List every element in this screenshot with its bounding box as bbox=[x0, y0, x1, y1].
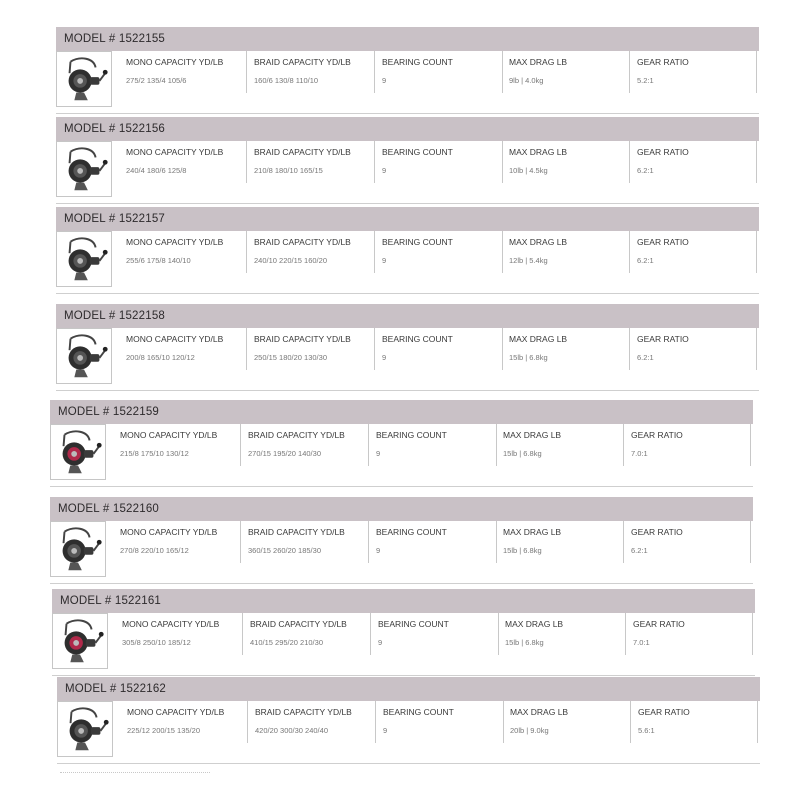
mono-capacity-label: MONO CAPACITY YD/LB bbox=[120, 527, 218, 537]
spinning-reel-icon bbox=[57, 232, 111, 286]
mono-capacity-cell bbox=[120, 424, 241, 466]
mono-capacity-label: MONO CAPACITY YD/LB bbox=[126, 237, 224, 247]
gear-ratio-label: GEAR RATIO bbox=[631, 430, 683, 440]
gear-ratio-value: 7.0:1 bbox=[631, 449, 648, 458]
bearing-count-value: 9 bbox=[376, 546, 381, 555]
bearing-count-label: BEARING COUNT bbox=[383, 707, 454, 717]
braid-capacity-label: BRAID CAPACITY YD/LB bbox=[254, 57, 351, 67]
gear-ratio-label: GEAR RATIO bbox=[631, 527, 683, 537]
model-block bbox=[57, 677, 760, 764]
braid-capacity-value: 250/15 180/20 130/30 bbox=[254, 353, 327, 362]
max-drag-cell bbox=[509, 231, 630, 273]
gear-ratio-cell bbox=[637, 328, 757, 370]
model-block bbox=[50, 400, 753, 487]
gear-ratio-value: 7.0:1 bbox=[633, 638, 650, 647]
mono-capacity-label: MONO CAPACITY YD/LB bbox=[126, 334, 224, 344]
mono-capacity-value: 215/8 175/10 130/12 bbox=[120, 449, 189, 458]
bearing-count-value: 9 bbox=[382, 256, 387, 265]
max-drag-cell bbox=[509, 141, 630, 183]
max-drag-value: 20lb | 9.0kg bbox=[510, 726, 549, 735]
mono-capacity-value: 275/2 135/4 105/6 bbox=[126, 76, 187, 85]
bearing-count-value: 9 bbox=[382, 76, 387, 85]
model-block bbox=[56, 207, 759, 294]
spec-row bbox=[56, 51, 759, 114]
bearing-count-label: BEARING COUNT bbox=[382, 334, 453, 344]
max-drag-cell bbox=[509, 51, 630, 93]
braid-capacity-cell bbox=[248, 521, 369, 563]
max-drag-value: 15lb | 6.8kg bbox=[503, 546, 542, 555]
model-block bbox=[50, 497, 753, 584]
gear-ratio-cell bbox=[631, 521, 751, 563]
gear-ratio-label: GEAR RATIO bbox=[633, 619, 685, 629]
max-drag-value: 15lb | 6.8kg bbox=[505, 638, 544, 647]
max-drag-value: 15lb | 6.8kg bbox=[509, 353, 548, 362]
gear-ratio-value: 6.2:1 bbox=[637, 256, 654, 265]
spinning-reel-icon bbox=[57, 52, 111, 106]
reel-thumbnail[interactable] bbox=[52, 613, 108, 669]
mono-capacity-cell bbox=[122, 613, 243, 655]
spinning-reel-icon bbox=[53, 614, 107, 668]
bearing-count-cell bbox=[383, 701, 504, 743]
bearing-count-value: 9 bbox=[382, 353, 387, 362]
mono-capacity-label: MONO CAPACITY YD/LB bbox=[120, 430, 218, 440]
model-header: MODEL # 1522160 bbox=[50, 497, 753, 521]
braid-capacity-label: BRAID CAPACITY YD/LB bbox=[255, 707, 352, 717]
gear-ratio-label: GEAR RATIO bbox=[637, 147, 689, 157]
bearing-count-cell bbox=[382, 231, 503, 273]
gear-ratio-label: GEAR RATIO bbox=[637, 334, 689, 344]
gear-ratio-label: GEAR RATIO bbox=[637, 57, 689, 67]
model-header: MODEL # 1522155 bbox=[56, 27, 759, 51]
max-drag-cell bbox=[503, 424, 624, 466]
max-drag-label: MAX DRAG LB bbox=[509, 334, 568, 344]
mono-capacity-value: 270/8 220/10 165/12 bbox=[120, 546, 189, 555]
mono-capacity-cell bbox=[120, 521, 241, 563]
mono-capacity-value: 200/8 165/10 120/12 bbox=[126, 353, 195, 362]
mono-capacity-cell bbox=[126, 51, 247, 93]
bearing-count-label: BEARING COUNT bbox=[378, 619, 449, 629]
spinning-reel-icon bbox=[51, 522, 105, 576]
braid-capacity-value: 420/20 300/30 240/40 bbox=[255, 726, 328, 735]
spec-row bbox=[52, 613, 755, 676]
braid-capacity-cell bbox=[254, 51, 375, 93]
reel-thumbnail[interactable] bbox=[56, 141, 112, 197]
braid-capacity-value: 270/15 195/20 140/30 bbox=[248, 449, 321, 458]
model-header: MODEL # 1522158 bbox=[56, 304, 759, 328]
gear-ratio-cell bbox=[637, 51, 757, 93]
model-block bbox=[52, 589, 755, 676]
mono-capacity-label: MONO CAPACITY YD/LB bbox=[122, 619, 220, 629]
gear-ratio-value: 6.2:1 bbox=[631, 546, 648, 555]
bearing-count-label: BEARING COUNT bbox=[376, 430, 447, 440]
spinning-reel-icon bbox=[57, 329, 111, 383]
bearing-count-label: BEARING COUNT bbox=[382, 237, 453, 247]
model-header: MODEL # 1522162 bbox=[57, 677, 760, 701]
braid-capacity-label: BRAID CAPACITY YD/LB bbox=[254, 237, 351, 247]
gear-ratio-value: 5.2:1 bbox=[637, 76, 654, 85]
max-drag-value: 9lb | 4.0kg bbox=[509, 76, 544, 85]
braid-capacity-cell bbox=[254, 231, 375, 273]
bearing-count-cell bbox=[382, 141, 503, 183]
mono-capacity-label: MONO CAPACITY YD/LB bbox=[126, 57, 224, 67]
mono-capacity-value: 225/12 200/15 135/20 bbox=[127, 726, 200, 735]
bearing-count-cell bbox=[376, 521, 497, 563]
bearing-count-value: 9 bbox=[382, 166, 387, 175]
spec-row bbox=[56, 328, 759, 391]
gear-ratio-value: 6.2:1 bbox=[637, 353, 654, 362]
max-drag-label: MAX DRAG LB bbox=[505, 619, 564, 629]
mono-capacity-label: MONO CAPACITY YD/LB bbox=[126, 147, 224, 157]
gear-ratio-cell bbox=[637, 141, 757, 183]
reel-thumbnail[interactable] bbox=[57, 701, 113, 757]
braid-capacity-value: 360/15 260/20 185/30 bbox=[248, 546, 321, 555]
gear-ratio-cell bbox=[631, 424, 751, 466]
spec-row bbox=[50, 521, 753, 584]
braid-capacity-label: BRAID CAPACITY YD/LB bbox=[248, 430, 345, 440]
mono-capacity-value: 305/8 250/10 185/12 bbox=[122, 638, 191, 647]
model-block bbox=[56, 117, 759, 204]
reel-thumbnail[interactable] bbox=[56, 51, 112, 107]
bearing-count-cell bbox=[382, 51, 503, 93]
braid-capacity-value: 240/10 220/15 160/20 bbox=[254, 256, 327, 265]
spec-row bbox=[57, 701, 760, 764]
bearing-count-value: 9 bbox=[383, 726, 388, 735]
gear-ratio-value: 6.2:1 bbox=[637, 166, 654, 175]
braid-capacity-cell bbox=[254, 141, 375, 183]
spec-row bbox=[56, 231, 759, 294]
reel-thumbnail[interactable] bbox=[56, 328, 112, 384]
mono-capacity-cell bbox=[126, 141, 247, 183]
mono-capacity-cell bbox=[126, 231, 247, 273]
reel-thumbnail[interactable] bbox=[50, 424, 106, 480]
braid-capacity-value: 410/15 295/20 210/30 bbox=[250, 638, 323, 647]
bearing-count-value: 9 bbox=[376, 449, 381, 458]
gear-ratio-value: 5.6:1 bbox=[638, 726, 655, 735]
braid-capacity-cell bbox=[255, 701, 376, 743]
braid-capacity-cell bbox=[248, 424, 369, 466]
mono-capacity-cell bbox=[127, 701, 248, 743]
mono-capacity-value: 255/6 175/8 140/10 bbox=[126, 256, 191, 265]
max-drag-cell bbox=[509, 328, 630, 370]
mono-capacity-cell bbox=[126, 328, 247, 370]
model-header: MODEL # 1522161 bbox=[52, 589, 755, 613]
reel-thumbnail[interactable] bbox=[50, 521, 106, 577]
gear-ratio-cell bbox=[633, 613, 753, 655]
max-drag-label: MAX DRAG LB bbox=[509, 57, 568, 67]
max-drag-label: MAX DRAG LB bbox=[503, 527, 562, 537]
model-block bbox=[56, 27, 759, 114]
braid-capacity-cell bbox=[250, 613, 371, 655]
spinning-reel-icon bbox=[58, 702, 112, 756]
spinning-reel-icon bbox=[51, 425, 105, 479]
braid-capacity-label: BRAID CAPACITY YD/LB bbox=[248, 527, 345, 537]
max-drag-cell bbox=[505, 613, 626, 655]
braid-capacity-value: 160/6 130/8 110/10 bbox=[254, 76, 319, 85]
max-drag-value: 12lb | 5.4kg bbox=[509, 256, 548, 265]
gear-ratio-label: GEAR RATIO bbox=[638, 707, 690, 717]
braid-capacity-value: 210/8 180/10 165/15 bbox=[254, 166, 323, 175]
braid-capacity-label: BRAID CAPACITY YD/LB bbox=[250, 619, 347, 629]
model-block bbox=[56, 304, 759, 391]
gear-ratio-label: GEAR RATIO bbox=[637, 237, 689, 247]
mono-capacity-label: MONO CAPACITY YD/LB bbox=[127, 707, 225, 717]
bearing-count-cell bbox=[376, 424, 497, 466]
bearing-count-label: BEARING COUNT bbox=[382, 57, 453, 67]
max-drag-label: MAX DRAG LB bbox=[509, 147, 568, 157]
braid-capacity-label: BRAID CAPACITY YD/LB bbox=[254, 147, 351, 157]
braid-capacity-cell bbox=[254, 328, 375, 370]
bearing-count-label: BEARING COUNT bbox=[382, 147, 453, 157]
model-header: MODEL # 1522159 bbox=[50, 400, 753, 424]
mono-capacity-value: 240/4 180/6 125/8 bbox=[126, 166, 187, 175]
braid-capacity-label: BRAID CAPACITY YD/LB bbox=[254, 334, 351, 344]
max-drag-value: 15lb | 6.8kg bbox=[503, 449, 542, 458]
bearing-count-label: BEARING COUNT bbox=[376, 527, 447, 537]
bearing-count-value: 9 bbox=[378, 638, 383, 647]
max-drag-value: 10lb | 4.5kg bbox=[509, 166, 548, 175]
model-header: MODEL # 1522157 bbox=[56, 207, 759, 231]
gear-ratio-cell bbox=[637, 231, 757, 273]
bearing-count-cell bbox=[382, 328, 503, 370]
model-header: MODEL # 1522156 bbox=[56, 117, 759, 141]
partial-next-row bbox=[60, 772, 210, 777]
max-drag-cell bbox=[503, 521, 624, 563]
max-drag-label: MAX DRAG LB bbox=[509, 237, 568, 247]
reel-thumbnail[interactable] bbox=[56, 231, 112, 287]
spec-row bbox=[56, 141, 759, 204]
gear-ratio-cell bbox=[638, 701, 758, 743]
bearing-count-cell bbox=[378, 613, 499, 655]
max-drag-label: MAX DRAG LB bbox=[510, 707, 569, 717]
max-drag-label: MAX DRAG LB bbox=[503, 430, 562, 440]
spinning-reel-icon bbox=[57, 142, 111, 196]
max-drag-cell bbox=[510, 701, 631, 743]
spec-row bbox=[50, 424, 753, 487]
